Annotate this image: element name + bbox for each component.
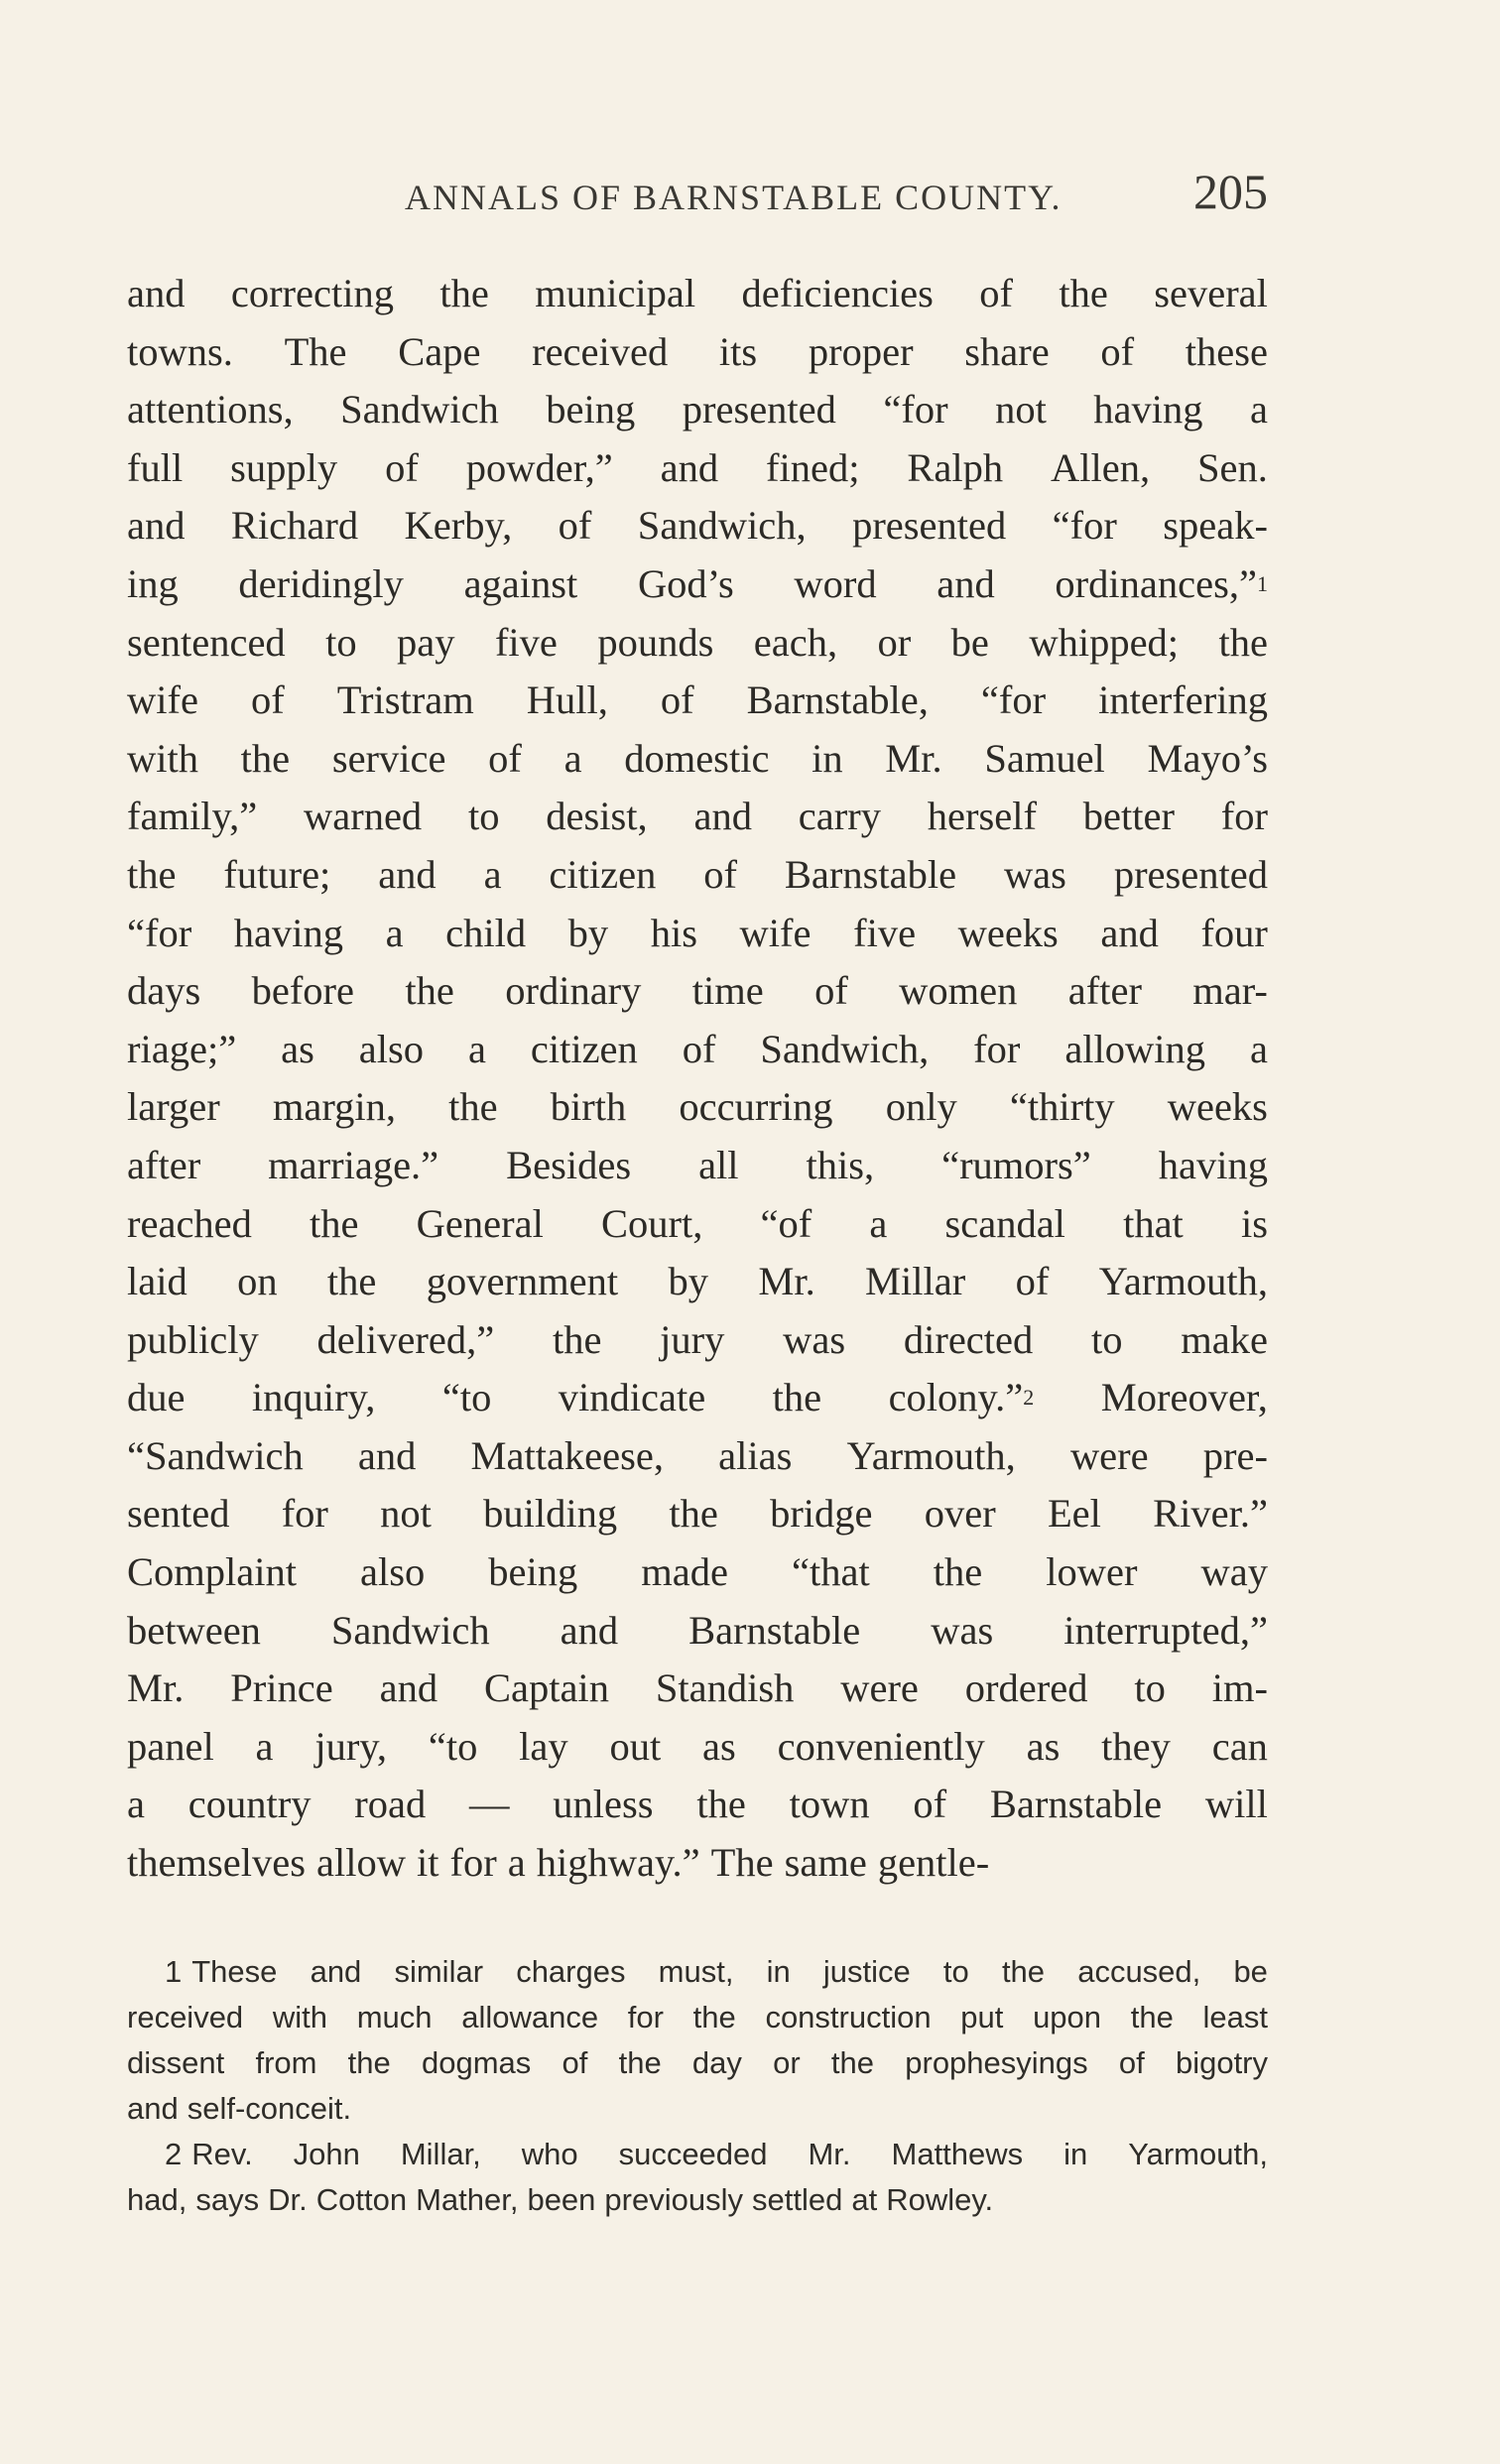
- footnote-1-line: 1 These and similar charges must, in justice to the accused, be: [165, 1954, 1268, 1989]
- text-line: ing deridingly against God’s word and ordinances,”$^1$: [127, 560, 1268, 606]
- footnote-reference: 2: [1023, 1385, 1035, 1411]
- text-line: Mr. Prince and Captain Standish were ordered to im-: [127, 1665, 1268, 1711]
- text-line: larger margin, the birth occurring only “thirty weeks: [127, 1084, 1268, 1130]
- body-text: [127, 265, 1268, 1893]
- text-line: towns. The Cape received its proper share of these: [127, 328, 1268, 374]
- text-line: publicly delivered,” the jury was directed to make: [127, 1316, 1268, 1362]
- text-line: riage;” as also a citizen of Sandwich, for allowing a: [127, 1026, 1268, 1071]
- text-line: days before the ordinary time of women after mar-: [127, 968, 1268, 1014]
- text-line: wife of Tristram Hull, of Barnstable, “for interfering: [127, 678, 1268, 723]
- footnote-1-line: dissent from the dogmas of the day or the prophesyings of bigotry: [127, 2045, 1268, 2080]
- text-line: attentions, Sandwich being presented “for not having a: [127, 387, 1268, 432]
- text-line: “for having a child by his wife five weeks and four: [127, 910, 1268, 955]
- page-header: [127, 164, 1268, 228]
- footnote-2-line: 2 Rev. John Millar, who succeeded Mr. Matthews in Yarmouth,: [165, 2137, 1268, 2171]
- text-line: and correcting the municipal deficiencies of the several: [127, 271, 1268, 315]
- footnote-2-line: had, says Dr. Cotton Mather, been previously settled at Rowley.: [127, 2182, 994, 2217]
- footnote-marker: 1: [165, 1954, 183, 1989]
- running-head: ANNALS OF BARNSTABLE COUNTY.: [405, 178, 1062, 217]
- text-line: sentenced to pay five pounds each, or be whipped; the: [127, 619, 1268, 665]
- text-line: with the service of a domestic in Mr. Samuel Mayo’s: [127, 735, 1268, 781]
- footnote-reference: 1: [1256, 570, 1268, 596]
- text-line: the future; and a citizen of Barnstable was presented: [127, 851, 1268, 897]
- text-line: between Sandwich and Barnstable was interrupted,”: [127, 1607, 1268, 1653]
- text-line: family,” warned to desist, and carry herself better for: [127, 794, 1268, 839]
- text-line: sented for not building the bridge over Eel River.”: [127, 1491, 1268, 1537]
- footnote-marker: 2: [165, 2137, 183, 2171]
- page-number: 205: [1193, 164, 1268, 219]
- text-line: themselves allow it for a highway.” The same gentle-: [127, 1840, 990, 1886]
- text-line: Complaint also being made “that the lower way: [127, 1549, 1268, 1595]
- footnote-1-line: and self-conceit.: [127, 2091, 352, 2126]
- footnote-1-line: received with much allowance for the construction put upon the least: [127, 2000, 1268, 2034]
- footnotes: [127, 1949, 1268, 2223]
- text-line: and Richard Kerby, of Sandwich, presented “for speak-: [127, 503, 1268, 549]
- text-line: laid on the government by Mr. Millar of Yarmouth,: [127, 1259, 1268, 1304]
- text-line: panel a jury, “to lay out as conveniently as they can: [127, 1723, 1268, 1769]
- text-line: after marriage.” Besides all this, “rumors” having: [127, 1142, 1268, 1187]
- text-line: reached the General Court, “of a scandal that is: [127, 1200, 1268, 1246]
- text-line: a country road — unless the town of Barnstable will: [127, 1782, 1268, 1827]
- text-line: full supply of powder,” and fined; Ralph Allen, Sen.: [127, 444, 1268, 490]
- text-line: “Sandwich and Mattakeese, alias Yarmouth, were pre-: [127, 1432, 1268, 1478]
- text-line: due inquiry, “to vindicate the colony.”$^2$ Moreover,: [127, 1375, 1268, 1420]
